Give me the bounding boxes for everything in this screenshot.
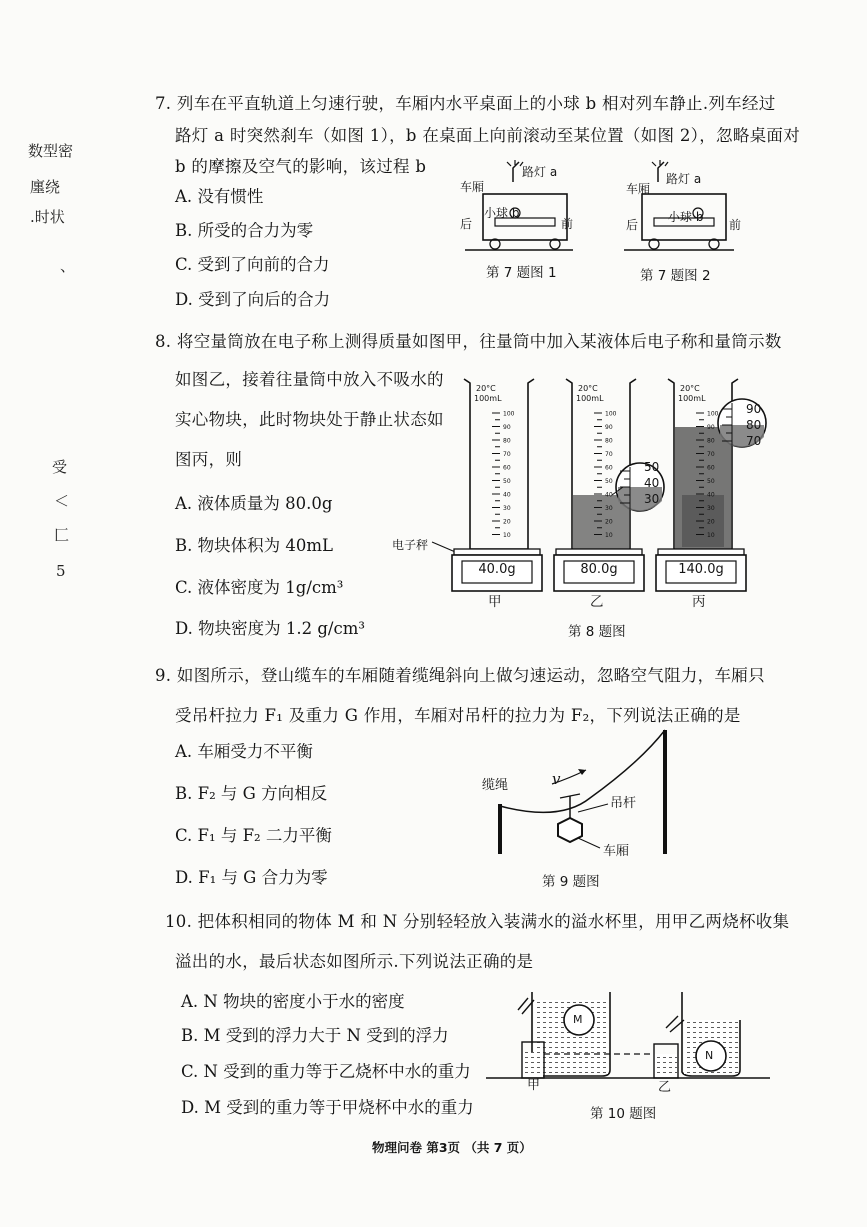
cylinder-temp-label: 20°C — [680, 384, 700, 393]
tick-label: 20 — [503, 518, 511, 526]
tick-label: 20 — [605, 518, 613, 526]
front-label: 前 — [729, 218, 742, 232]
tick-label: 70 — [605, 451, 613, 458]
tick-label: 50 — [503, 478, 511, 485]
q10-option-c: C. N 受到的重力等于乙烧杯中水的重力 — [181, 1062, 471, 1081]
velocity-label: v — [552, 770, 561, 788]
cylinder-capacity-label: 100mL — [678, 394, 706, 403]
label-jia: 甲 — [488, 594, 502, 610]
tick-label: 20 — [707, 518, 715, 526]
q8-figure-caption: 第 8 题图 — [568, 624, 626, 640]
q10-option-d: D. M 受到的重力等于甲烧杯中水的重力 — [181, 1098, 474, 1117]
tick-label: 60 — [503, 464, 511, 472]
margin-note: 5 — [56, 562, 66, 580]
scale-label: 电子秤 — [392, 538, 429, 552]
tick-label: 100 — [605, 410, 617, 418]
back-label: 后 — [626, 218, 639, 232]
zoom-tick-label: 40 — [644, 476, 660, 490]
label-n: N — [705, 1049, 714, 1062]
q9-option-b: B. F₂ 与 G 方向相反 — [175, 784, 328, 803]
q7-option-c: C. 受到了向前的合力 — [175, 255, 330, 274]
tick-label: 60 — [707, 464, 715, 472]
margin-note: 匚 — [54, 526, 70, 544]
q10-stem-line-2: 溢出的水，最后状态如图所示.下列说法正确的是 — [175, 952, 534, 971]
cable-car-diagram — [490, 722, 690, 862]
q7-option-a: A. 没有惯性 — [175, 187, 264, 206]
margin-note: ＜ — [54, 492, 70, 510]
q7-stem-line-1: 7. 列车在平直轨道上匀速行驶，车厢内水平桌面上的小球 b 相对列车静止.列车经过 — [155, 94, 776, 113]
q7-stem-line-3: b 的摩擦及空气的影响，该过程 b — [175, 157, 427, 176]
margin-note: 数型密 — [28, 142, 74, 160]
tick-label: 50 — [605, 478, 613, 485]
cylinder-temp-label: 20°C — [476, 384, 496, 393]
label-bing: 丙 — [692, 594, 706, 610]
margin-note: 廛绕 — [30, 178, 61, 196]
label-yi: 乙 — [658, 1080, 672, 1095]
q7-option-d: D. 受到了向后的合力 — [175, 290, 331, 309]
rope-label: 缆绳 — [482, 778, 509, 793]
tick-label: 90 — [707, 424, 715, 431]
q9-stem-line-2: 受吊杆拉力 F₁ 及重力 G 作用，车厢对吊杆的拉力为 F₂，下列说法正确的是 — [175, 706, 741, 725]
zoom-tick-label: 80 — [746, 418, 762, 432]
q9-option-d: D. F₁ 与 G 合力为零 — [175, 868, 328, 887]
q7-figure-1-caption: 第 7 题图 1 — [486, 265, 557, 281]
scale-readout-bing: 140.0g — [678, 562, 724, 577]
label-jia: 甲 — [527, 1078, 541, 1093]
tick-label: 30 — [503, 505, 511, 512]
q9-option-c: C. F₁ 与 F₂ 二力平衡 — [175, 826, 332, 845]
q8-stem-line-3: 实心物块，此时物块处于静止状态如 — [175, 410, 444, 429]
ball-label: 小球 b — [668, 210, 704, 224]
rod-label: 吊杆 — [610, 796, 637, 811]
margin-note: .时状 — [30, 208, 65, 226]
tick-label: 30 — [605, 505, 613, 512]
zoom-tick-label: 50 — [644, 460, 660, 474]
q10-figure-caption: 第 10 题图 — [590, 1106, 657, 1122]
cylinder-capacity-label: 100mL — [474, 394, 502, 403]
q8-option-b: B. 物块体积为 40mL — [175, 536, 333, 555]
ball-label: 小球 b — [484, 206, 520, 220]
q9-stem-line-1: 9. 如图所示，登山缆车的车厢随着缆绳斜向上做匀速运动，忽略空气阻力，车厢只 — [155, 666, 765, 685]
lamp-label: 路灯 a — [666, 172, 702, 186]
lamp-label: 路灯 a — [522, 165, 558, 179]
tick-label: 30 — [707, 505, 715, 512]
scale-readout-yi: 80.0g — [580, 562, 618, 577]
q7-figure-2-caption: 第 7 题图 2 — [640, 268, 711, 284]
tick-label: 10 — [605, 532, 613, 539]
q9-figure-caption: 第 9 题图 — [542, 874, 600, 890]
zoom-tick-label: 90 — [746, 402, 762, 416]
cylinder-capacity-label: 100mL — [576, 394, 604, 403]
cabin-label: 车厢 — [603, 844, 630, 859]
tick-label: 10 — [707, 532, 715, 539]
scale-readout-jia: 40.0g — [478, 562, 516, 577]
tick-label: 60 — [605, 464, 613, 472]
tick-label: 50 — [707, 478, 715, 485]
tick-label: 40 — [605, 491, 613, 499]
tick-label: 100 — [707, 410, 719, 418]
q10-stem-line-1: 10. 把体积相同的物体 M 和 N 分别轻轻放入装满水的溢水杯里，用甲乙两烧杯收集 — [165, 912, 790, 931]
cylinder-temp-label: 20°C — [578, 384, 598, 393]
q9-option-a: A. 车厢受力不平衡 — [175, 742, 313, 761]
tick-label: 40 — [707, 491, 715, 499]
zoom-tick-label: 70 — [746, 434, 762, 448]
q8-stem-line-2: 如图乙，接着往量筒中放入不吸水的 — [175, 370, 444, 389]
q8-stem-line-4: 图丙，则 — [175, 450, 243, 469]
tick-label: 100 — [503, 410, 515, 418]
margin-note: 受 — [52, 458, 68, 476]
zoom-tick-label: 30 — [644, 492, 660, 506]
tick-label: 90 — [605, 424, 613, 431]
q8-option-a: A. 液体质量为 80.0g — [175, 494, 333, 513]
tick-label: 70 — [503, 451, 511, 458]
q7-stem-line-2: 路灯 a 时突然刹车（如图 1），b 在桌面上向前滚动至某位置（如图 2），忽略桌面对 — [175, 126, 801, 145]
tick-label: 80 — [605, 437, 613, 445]
tick-label: 90 — [503, 424, 511, 431]
tick-label: 70 — [707, 451, 715, 458]
tick-marks — [492, 411, 515, 540]
tick-label: 10 — [503, 532, 511, 539]
margin-note: 、 — [60, 257, 76, 275]
car-label: 车厢 — [460, 180, 485, 194]
q10-option-b: B. M 受到的浮力大于 N 受到的浮力 — [181, 1026, 449, 1045]
tick-label: 40 — [503, 491, 511, 499]
back-label: 后 — [460, 217, 473, 231]
q10-option-a: A. N 物块的密度小于水的密度 — [181, 992, 405, 1011]
tick-label: 80 — [503, 437, 511, 445]
car-label: 车厢 — [626, 182, 651, 196]
front-label: 前 — [561, 217, 574, 231]
label-yi: 乙 — [590, 594, 604, 610]
q8-option-d: D. 物块密度为 1.2 g/cm³ — [175, 619, 365, 638]
q8-stem-line-1: 8. 将空量筒放在电子称上测得质量如图甲，往量筒中加入某液体后电子称和量筒示数 — [155, 332, 782, 351]
tick-label: 80 — [707, 437, 715, 445]
page-footer: 物理问卷 第3页 （共 7 页） — [372, 1140, 532, 1155]
label-m: M — [573, 1013, 583, 1026]
q8-option-c: C. 液体密度为 1g/cm³ — [175, 578, 344, 597]
graduated-cylinder — [452, 375, 542, 575]
q7-option-b: B. 所受的合力为零 — [175, 221, 314, 240]
